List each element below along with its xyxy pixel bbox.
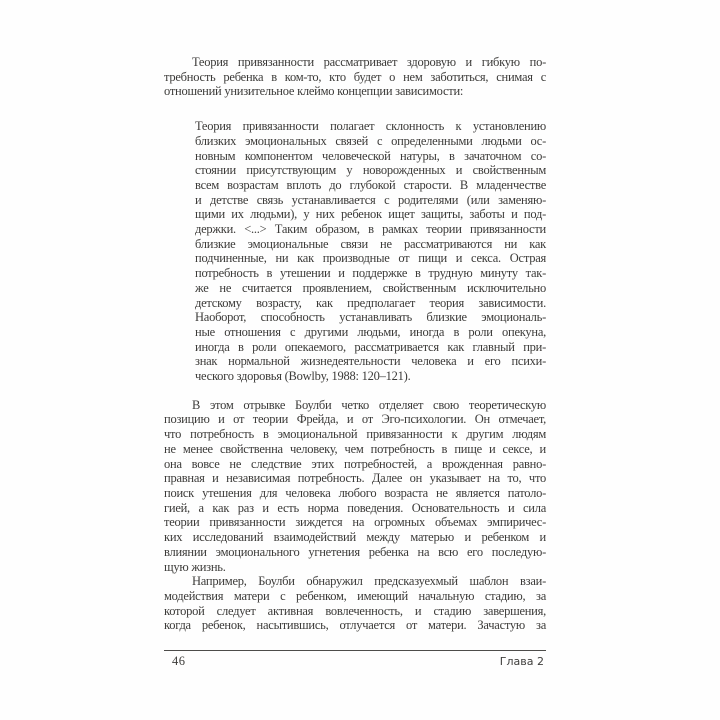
text-line: Теория привязанности полагает склонность к установлению: [195, 119, 546, 134]
page-text-block: [164, 55, 546, 669]
example-paragraph: [164, 574, 546, 633]
text-line: когда ребенок, насытившись, отлучается от матери. Зачастую за: [164, 618, 546, 633]
text-line: отношений унизительное клеймо концепции зависимости:: [164, 84, 464, 99]
text-line: держки. <...> Таким образом, в рамках теории привязанности: [195, 222, 546, 237]
text-line: ные отношения с другими людьми, иногда в роли опекуна,: [195, 324, 546, 339]
text-line: стоянии присутствующим у новорожденных и свойственным: [195, 163, 546, 178]
text-line: теории привязанности зиждется на огромных объемах эмпиричес-: [164, 515, 546, 530]
intro-paragraph: [164, 55, 546, 99]
text-line: ческого здоровья (Bowlby, 1988: 120–121).: [195, 369, 411, 384]
text-line: правная и независимая потребность. Далее он указывает на то, что: [164, 471, 546, 486]
text-line: щими их людьми), у них ребенок ищет защиты, заботы и под-: [195, 207, 546, 222]
text-line: модействия матери с ребенком, имеющий начальную стадию, за: [164, 588, 546, 603]
text-line: знак нормальной жизнедеятельности человека и его психи-: [195, 354, 546, 369]
page-footer: [164, 650, 546, 669]
text-line: иногда в роли опекаемого, рассматривается как главный при-: [195, 339, 546, 354]
text-line: подчиненные, ни как производные от пищи и секса. Острая: [195, 251, 546, 266]
text-line: В этом отрывке Боулби четко отделяет свою теоретическую: [192, 397, 546, 412]
text-line: потребность в утешении и поддержке в трудную минуту так-: [195, 266, 546, 281]
text-line: детскому возрасту, как предполагает теория зависимости.: [195, 295, 546, 310]
page-number: 46: [172, 654, 186, 669]
commentary-paragraph: [164, 398, 546, 574]
text-line: гией, а как раз и есть норма поведения. Основательность и сила: [164, 500, 546, 515]
text-line: что потребность в эмоциональной привязанности к другим людям: [164, 427, 546, 442]
text-line: Теория привязанности рассматривает здоровую и гибкую по-: [192, 55, 546, 69]
text-line: всем возрастам вплоть до глубокой старости. В младенчестве: [195, 177, 546, 192]
text-line: которой следует активная вовлеченность, и стадию завершения,: [164, 603, 546, 618]
text-line: новным компонентом человеческой натуры, в зачаточном со-: [195, 148, 546, 163]
text-line: не менее свойственна человеку, чем потребность в пище и сексе, и: [164, 441, 546, 456]
text-line: и детстве связь устанавливается с родителями (или заменяю-: [195, 192, 546, 207]
chapter-label: Глава 2: [499, 655, 544, 669]
text-line: требность ребенка в ком-то, кто будет о нем заботиться, снимая с: [164, 69, 546, 84]
text-line: близких эмоциональных связей с определенными людьми ос-: [195, 133, 546, 148]
text-line: ких исследований взаимодействий между матерью и ребенком и: [164, 530, 546, 545]
block-quote: [195, 119, 546, 384]
text-line: поиск утешения для человека любого возраста не является патоло-: [164, 485, 546, 500]
text-line: же не считается проявлением, свойственным исключительно: [195, 280, 546, 295]
text-line: щую жизнь.: [164, 559, 226, 574]
text-line: Например, Боулби обнаружил предсказуехмый шаблон взаи-: [192, 574, 546, 589]
text-line: влиянии эмоционального угнетения ребенка на всю его последую-: [164, 544, 546, 559]
text-line: она вовсе не следствие этих потребностей, а врожденная равно-: [164, 456, 546, 471]
text-line: близкие эмоциональные связи не рассматриваются ни как: [195, 236, 546, 251]
text-line: позицию и от теории Фрейда, и от Эго-психологии. Он отмечает,: [164, 412, 546, 427]
text-line: Наоборот, способность устанавливать близкие эмоциональ-: [195, 310, 546, 325]
